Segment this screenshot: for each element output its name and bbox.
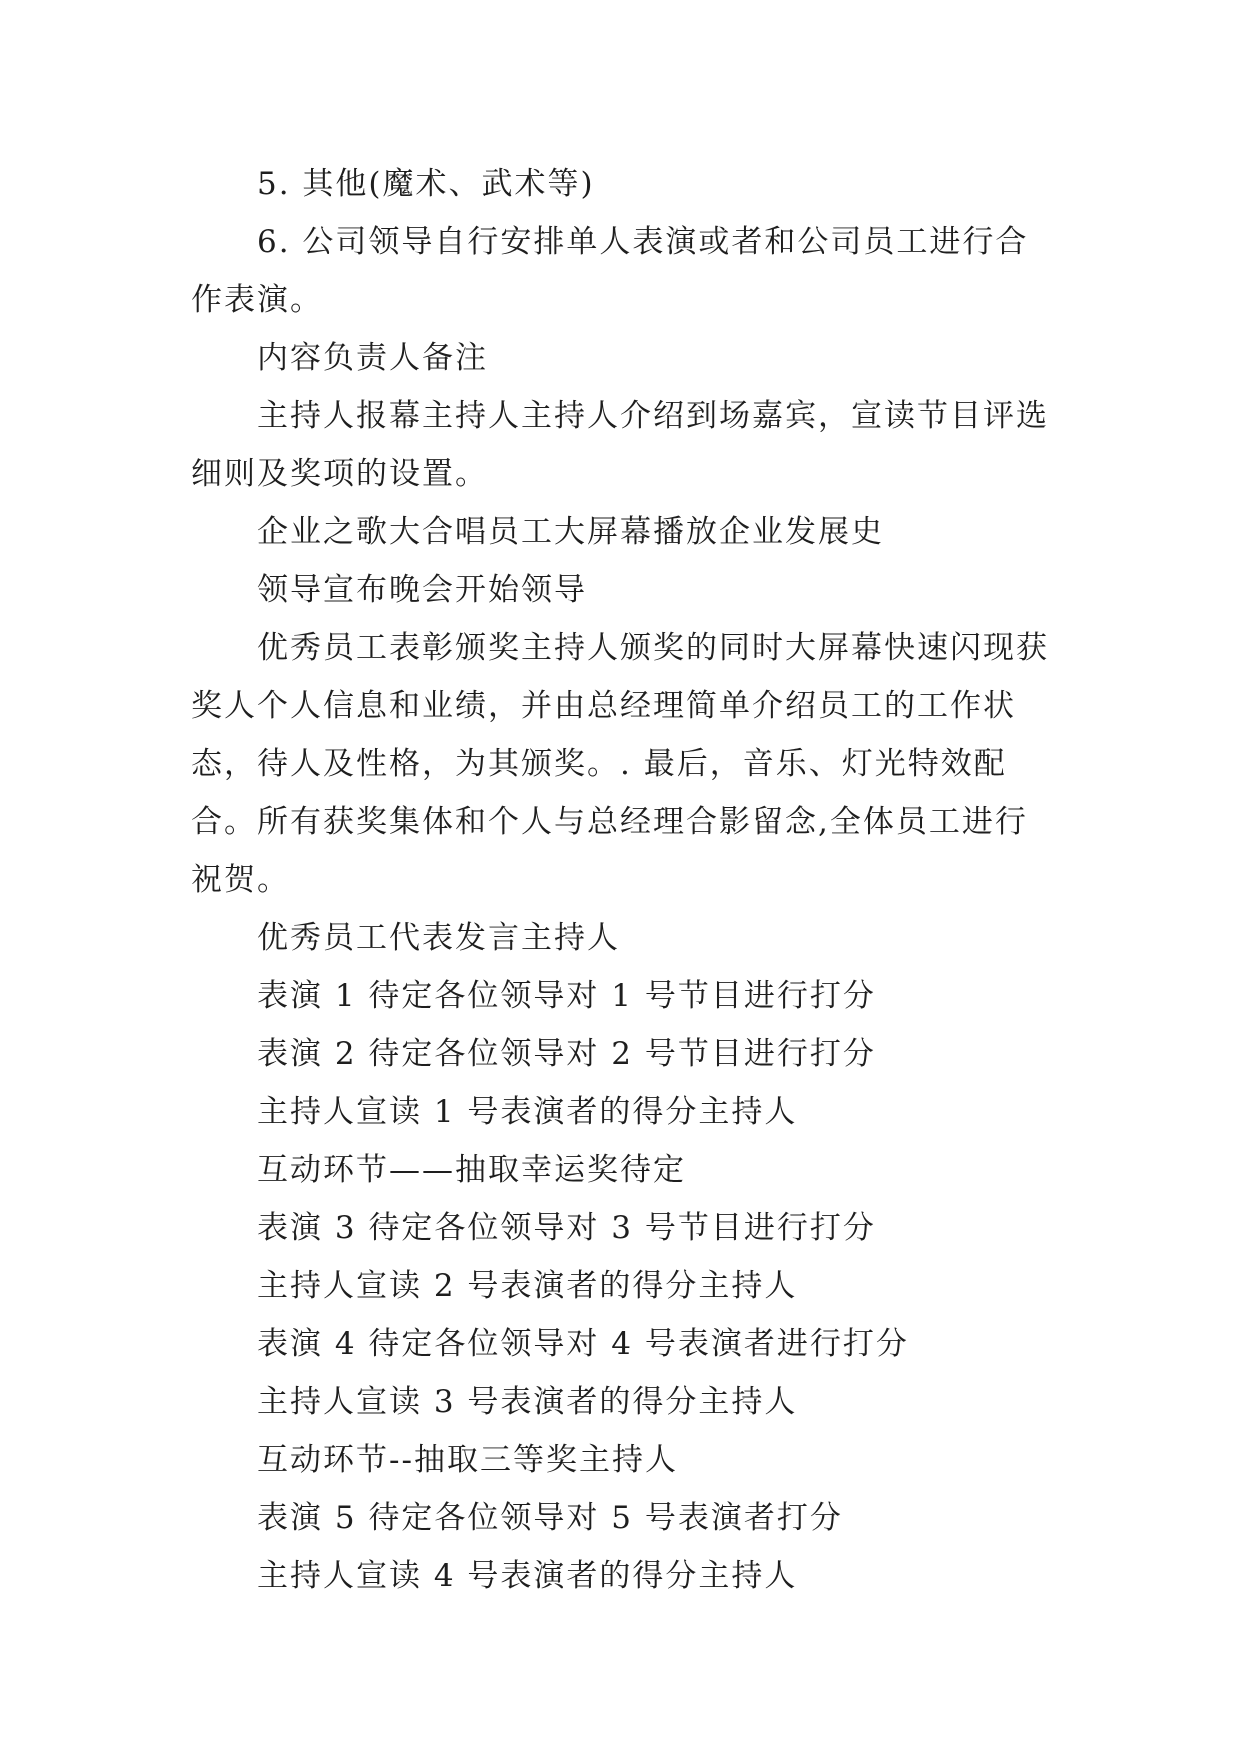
paragraph: 表演 1 待定各位领导对 1 号节目进行打分 [257,978,876,1014]
document-body [191,155,1051,1605]
paragraph: 表演 5 待定各位领导对 5 号表演者打分 [257,1500,843,1536]
paragraph: 主持人报幕主持人主持人介绍到场嘉宾，宣读节目评选细则及奖项的设置。 [191,398,1049,492]
paragraph: 领导宣布晚会开始领导 [257,572,587,608]
paragraph: 表演 4 待定各位领导对 4 号表演者进行打分 [257,1326,909,1362]
paragraph: 主持人宣读 2 号表演者的得分主持人 [257,1268,798,1304]
paragraph: 表演 3 待定各位领导对 3 号节目进行打分 [257,1210,876,1246]
paragraph: 表演 2 待定各位领导对 2 号节目进行打分 [257,1036,876,1072]
paragraph: 主持人宣读 3 号表演者的得分主持人 [257,1384,798,1420]
paragraph: 内容负责人备注 [257,340,488,376]
paragraph: 优秀员工表彰颁奖主持人颁奖的同时大屏幕快速闪现获奖人个人信息和业绩，并由总经理简单介绍员工的工作状态，待人及性格，为其颁奖。. 最后，音乐、灯光特效配合。所有获奖集体和个人与总经理合影留念,全体员工进行祝贺。 [191,630,1049,898]
paragraph: 优秀员工代表发言主持人 [257,920,620,956]
paragraph: 企业之歌大合唱员工大屏幕播放企业发展史 [257,514,884,550]
paragraph: 5. 其他(魔术、武术等) [257,166,595,202]
paragraph: 互动环节--抽取三等奖主持人 [257,1442,678,1478]
paragraph: 主持人宣读 4 号表演者的得分主持人 [257,1558,798,1594]
paragraph: 6. 公司领导自行安排单人表演或者和公司员工进行合作表演。 [191,224,1029,318]
paragraph: 主持人宣读 1 号表演者的得分主持人 [257,1094,798,1130]
paragraph: 互动环节——抽取幸运奖待定 [257,1152,686,1188]
